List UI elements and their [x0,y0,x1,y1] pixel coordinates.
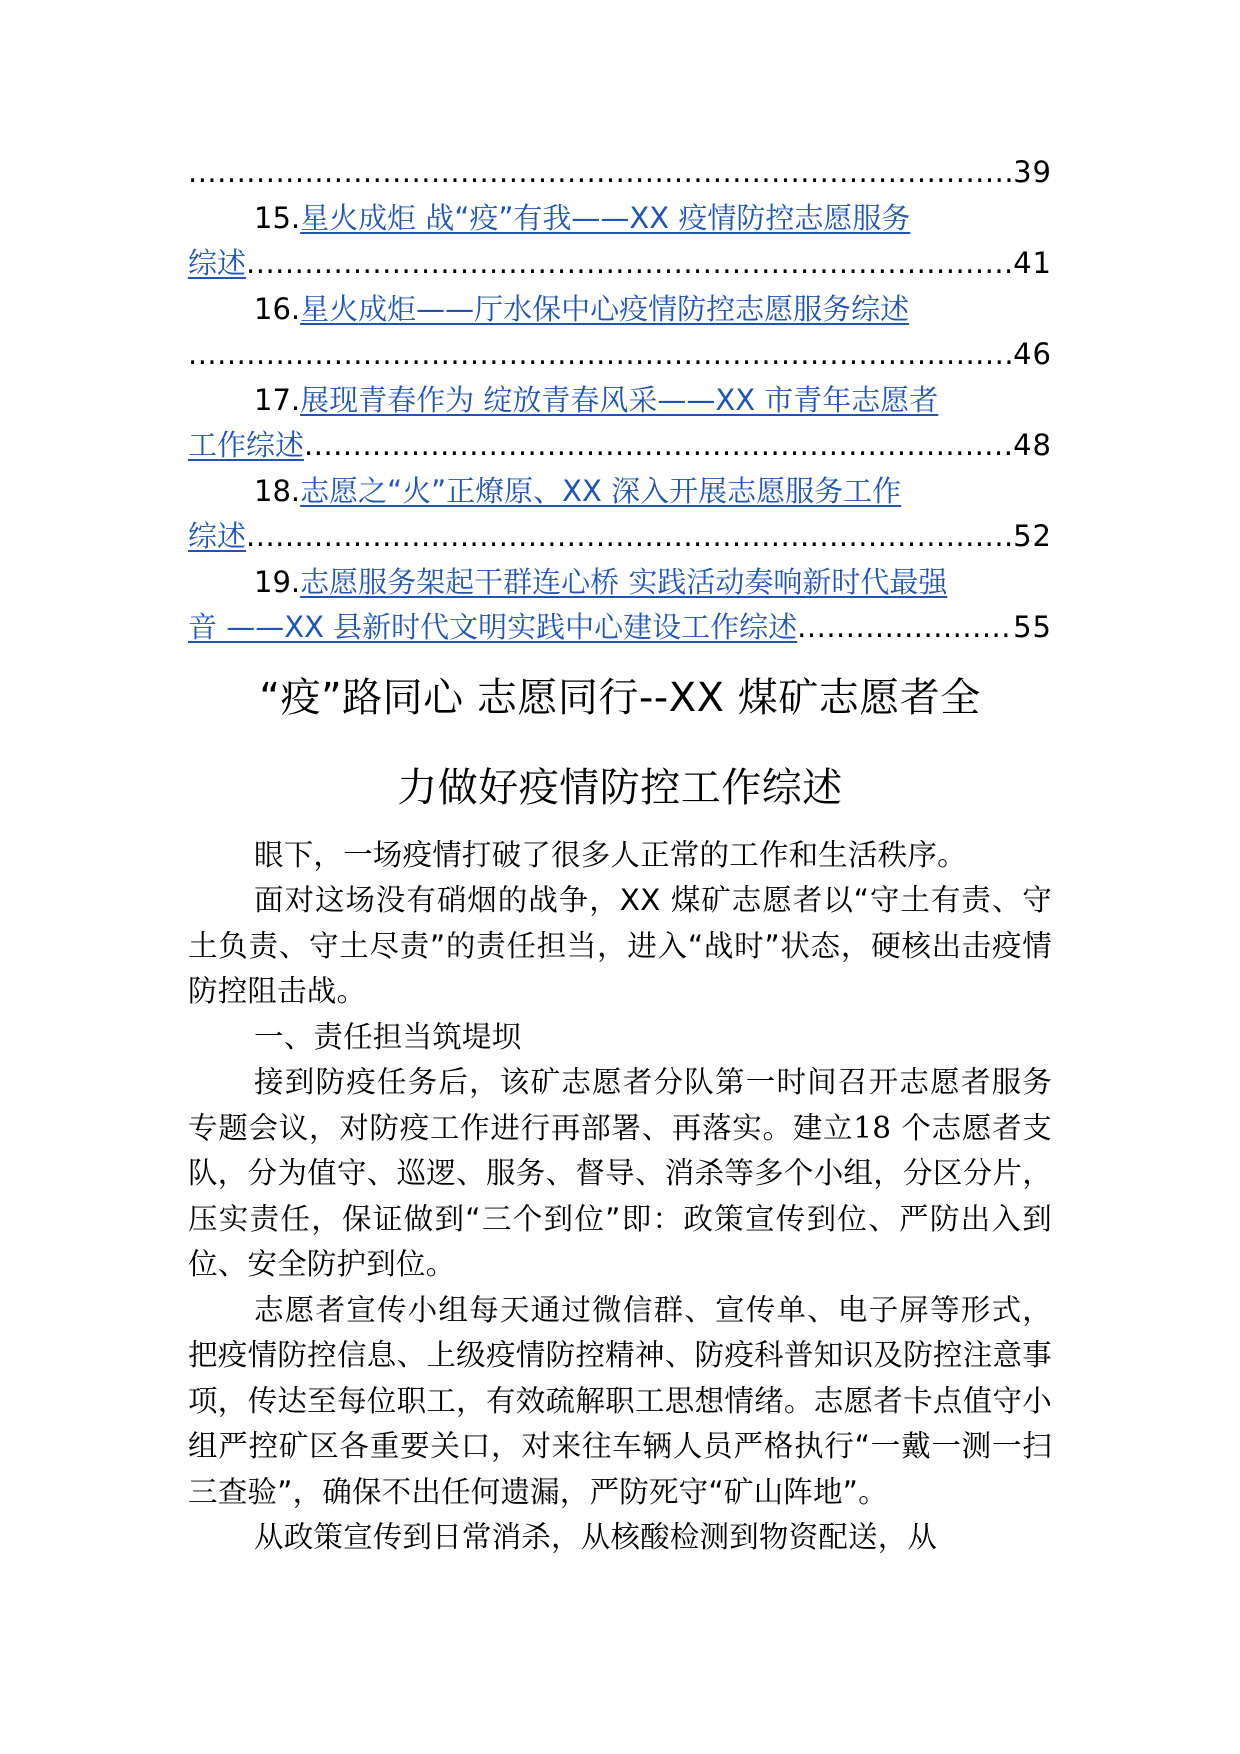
toc-page-number: 52 [1013,519,1052,553]
toc-page-number: 41 [1013,246,1052,280]
toc-entry-link[interactable]: 音 ——XX 县新时代文明实践中心建设工作综述 [188,610,798,644]
toc-entry-16 [188,287,1052,333]
article-title-line-2: 力做好疫情防控工作综述 [397,764,843,811]
toc-entry-18-cont [188,514,1052,560]
toc-entry-18 [188,469,1052,515]
toc-entry-link[interactable]: 工作综述 [188,428,305,462]
toc-leader [188,332,1011,378]
paragraph-1: 眼下，一场疫情打破了很多人正常的工作和生活秩序。 [254,837,967,872]
paragraph-5: 从政策宣传到日常消杀，从核酸检测到物资配送，从 [254,1520,938,1554]
article-title-line-1: “疫”路同心 志愿同行--XX 煤矿志愿者全 [259,674,981,721]
toc-entry-number: 17. [254,382,301,417]
toc-entry-19-cont [188,605,1052,651]
paragraph-3-number: 18 [853,1110,892,1145]
section-heading-1: 一、责任担当筑堤坝 [254,1019,522,1054]
toc-leader [246,241,1011,287]
toc-entry-link[interactable]: 星火成炬 战“疫”有我——XX 疫情防控志愿服务 [300,200,911,235]
toc-entry-link[interactable]: 综述 [188,246,247,280]
toc-leader [304,423,1011,469]
toc-entry-17-cont [188,423,1052,469]
toc-entry-link[interactable]: 志愿之“火”正燎原、XX 深入开展志愿服务工作 [300,473,902,508]
toc-entry-link[interactable]: 星火成炬——厅水保中心疫情防控志愿服务综述 [300,291,910,326]
toc-entry-15-cont [188,241,1052,287]
paragraph-2: 面对这场没有硝烟的战争，XX 煤矿志愿者以“守土有责、守土负责、守土尽责”的责任担当，进入“战时”状态，硬核出击疫情防控阻击战。 [188,883,1052,1008]
toc-page-number: 48 [1013,428,1052,462]
toc-entry-16-cont [188,332,1052,378]
toc-entry-link[interactable]: 志愿服务架起干群连心桥 实践活动奏响新时代最强 [300,564,948,599]
paragraph-3-part-b: 个志愿者支队，分为值守、巡逻、服务、督导、消杀等多个小组，分区分片，压实责任，保证做到“三个到位”即：政策宣传到位、严防出入到位、安全防护到位。 [188,1110,1053,1281]
toc-entry-19 [188,560,1052,606]
paragraph-4: 志愿者宣传小组每天通过微信群、宣传单、电子屏等形式，把疫情防控信息、上级疫情防控精神、防疫科普知识及防控注意事项，传达至每位职工，有效疏解职工思想情绪。志愿者卡点值守小组严控矿区各重要关口，对来往车辆人员严格执行“一戴一测一扫三查验”，确保不出任何遗漏，严防死守“矿山阵地”。 [188,1292,1052,1509]
toc-entry-link[interactable]: 展现青春作为 绽放青春风采——XX 市青年志愿者 [300,382,939,417]
toc-leader [246,514,1011,560]
toc-entry-number: 16. [254,291,301,326]
toc-page-number: 39 [1013,155,1052,189]
paragraph-3 [188,1060,1052,1288]
toc-page-number: 55 [1013,610,1052,644]
toc-continuation-line [188,150,1052,196]
toc-entry-number: 18. [254,473,301,508]
paragraph-3-part-a: 接到防疫任务后，该矿志愿者分队第一时间召开志愿者服务专题会议，对防疫工作进行再部署、再落实。建立 [188,1065,1052,1145]
toc-entry-number: 19. [254,564,301,599]
toc-leader [188,150,1011,196]
toc-entry-15 [188,196,1052,242]
toc-entry-number: 15. [254,200,301,235]
toc-page-number: 46 [1013,337,1052,371]
toc-leader [797,605,1011,651]
document-page [188,150,1052,1561]
toc-entry-17 [188,378,1052,424]
toc-entry-link[interactable]: 综述 [188,519,247,553]
